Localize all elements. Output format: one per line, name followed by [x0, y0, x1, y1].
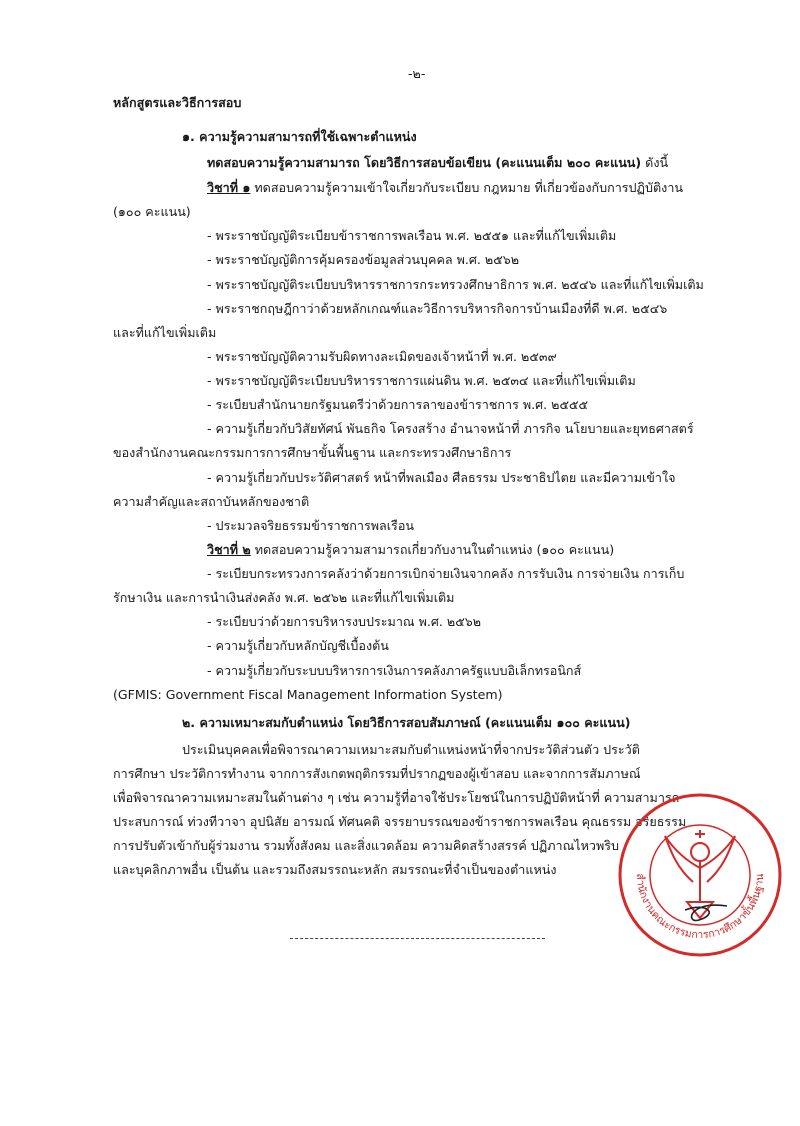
section-2-paragraph-line: การศึกษา ประวัติการทำงาน จากการสังเกตพฤติกรรมที่ปรากฏของผู้เข้าสอบ และจากการสัมภาษณ์: [113, 766, 641, 781]
section-2-paragraph-line: ประสบการณ์ ท่วงทีวาจา อุปนิสัย อารมณ์ ทัศนคติ จรรยาบรรณของข้าราชการพลเรือน คุณธรรม จริยธรรม: [113, 814, 687, 829]
seal-text: สำนักงานคณะกรรมการการศึกษาขั้นพื้นฐาน: [633, 872, 767, 942]
section-1-subtitle: [207, 157, 668, 170]
section-2-paragraph-line: ประเมินบุคคลเพื่อพิจารณาความเหมาะสมกับตำแหน่งหน้าที่จากประวัติส่วนตัว ประวัติ: [182, 742, 640, 757]
subject-1-item: - พระราชกฤษฎีกาว่าด้วยหลักเกณฑ์และวิธีการบริหารกิจการบ้านเมืองที่ดี พ.ศ. ๒๕๔๖: [207, 301, 668, 316]
subject-1-item: - ประมวลจริยธรรมข้าราชการพลเรือน: [207, 518, 414, 533]
subject-2-item: - ระเบียบว่าด้วยการบริหารงบประมาณ พ.ศ. ๒๕๖๒: [207, 614, 482, 629]
subject-1-item: - พระราชบัญญัติระเบียบบริหารราชการแผ่นดิน พ.ศ. ๒๕๓๔ และที่แก้ไขเพิ่มเติม: [207, 373, 636, 388]
subject-1-item-cont: และที่แก้ไขเพิ่มเติม: [113, 325, 217, 340]
section-2-paragraph-line: และบุคลิกภาพอื่น เป็นต้น และรวมถึงสมรรถนะหลัก สมรรถนะที่จำเป็นของตำแหน่ง: [113, 862, 557, 877]
garuda-emblem-icon: [665, 830, 735, 918]
subject-1-item-cont: ของสำนักงานคณะกรรมการการศึกษาขั้นพื้นฐาน และกระทรวงศึกษาธิการ: [113, 445, 512, 460]
subject-1-item: - พระราชบัญญัติระเบียบข้าราชการพลเรือน พ.ศ. ๒๕๕๑ และที่แก้ไขเพิ่มเติม: [207, 228, 617, 243]
official-seal-stamp: [615, 790, 785, 960]
subject-1-label: วิชาที่ ๑: [207, 180, 251, 195]
subject-2-item-cont: (GFMIS: Government Fiscal Management Information System): [113, 687, 503, 702]
subject-2-text: ทดสอบความรู้ความสามารถเกี่ยวกับงานในตำแหน่ง (๑๐๐ คะแนน): [250, 542, 615, 557]
separator-line: [290, 938, 545, 939]
section-2-title: ๒. ความเหมาะสมกับตำแหน่ง โดยวิธีการสอบสัมภาษณ์ (คะแนนเต็ม ๑๐๐ คะแนน): [182, 715, 631, 730]
subject-1-item: - พระราชบัญญัติการคุ้มครองข้อมูลส่วนบุคคล พ.ศ. ๒๕๖๒: [207, 252, 520, 267]
subject-1-item: - พระราชบัญญัติระเบียบบริหารราชการกระทรวงศึกษาธิการ พ.ศ. ๒๕๔๖ และที่แก้ไขเพิ่มเติม: [207, 277, 704, 292]
subject-2-item: - ความรู้เกี่ยวกับหลักบัญชีเบื้องต้น: [207, 638, 389, 653]
subject-1-item: - ความรู้เกี่ยวกับประวัติศาสตร์ หน้าที่พลเมือง ศีลธรรม ประชาธิปไตย และมีความเข้าใจ: [207, 470, 676, 485]
section-1-subtitle-rest: ดังนี้: [641, 155, 669, 170]
subject-1-text: ทดสอบความรู้ความเข้าใจเกี่ยวกับระเบียบ กฎหมาย ที่เกี่ยวข้องกับการปฏิบัติงาน: [250, 180, 683, 195]
subject-2-line: [207, 544, 614, 557]
subject-1-item: - พระราชบัญญัติความรับผิดทางละเมิดของเจ้าหน้าที่ พ.ศ. ๒๕๓๙: [207, 349, 557, 364]
page-number: -๒-: [408, 66, 426, 81]
signature-mark: [685, 905, 727, 920]
subject-2-item: - ความรู้เกี่ยวกับระบบบริหารการเงินการคลังภาครัฐแบบอิเล็กทรอนิกส์: [207, 663, 582, 678]
subject-1-item: - ความรู้เกี่ยวกับวิสัยทัศน์ พันธกิจ โครงสร้าง อำนาจหน้าที่ ภารกิจ นโยบายและยุทธศาสตร์: [207, 421, 694, 436]
subject-1-line: [207, 182, 683, 195]
subject-2-item-cont: รักษาเงิน และการนำเงินส่งคลัง พ.ศ. ๒๕๖๒ และที่แก้ไขเพิ่มเติม: [113, 590, 455, 605]
subject-2-label: วิชาที่ ๒: [207, 542, 251, 557]
section-2-paragraph-line: เพื่อพิจารณาความเหมาะสมในด้านต่าง ๆ เช่น ความรู้ที่อาจใช้ประโยชน์ในการปฏิบัติหน้าที่ ความสามารถ: [113, 790, 680, 805]
section-1-title: ๑. ความรู้ความสามารถที่ใช้เฉพาะตำแหน่ง: [182, 129, 417, 144]
subject-1-item-cont: ความสำคัญและสถาบันหลักของชาติ: [113, 494, 310, 509]
subject-1-item: - ระเบียบสำนักนายกรัฐมนตรีว่าด้วยการลาของข้าราชการ พ.ศ. ๒๕๕๕: [207, 397, 589, 412]
section-1-subtitle-bold: ทดสอบความรู้ความสามารถ โดยวิธีการสอบข้อเขียน (คะแนนเต็ม ๒๐๐ คะแนน): [207, 155, 642, 170]
section-2-paragraph-line: การปรับตัวเข้ากับผู้ร่วมงาน รวมทั้งสังคม และสิ่งแวดล้อม ความคิดสร้างสรรค์ ปฏิภาณไหวพริบ: [113, 838, 620, 853]
subject-1-cont: (๑๐๐ คะแนน): [113, 204, 191, 219]
subject-2-item: - ระเบียบกระทรวงการคลังว่าด้วยการเบิกจ่ายเงินจากคลัง การรับเงิน การจ่ายเงิน การเก็บ: [207, 566, 685, 581]
page-heading: หลักสูตรและวิธีการสอบ: [113, 95, 242, 110]
